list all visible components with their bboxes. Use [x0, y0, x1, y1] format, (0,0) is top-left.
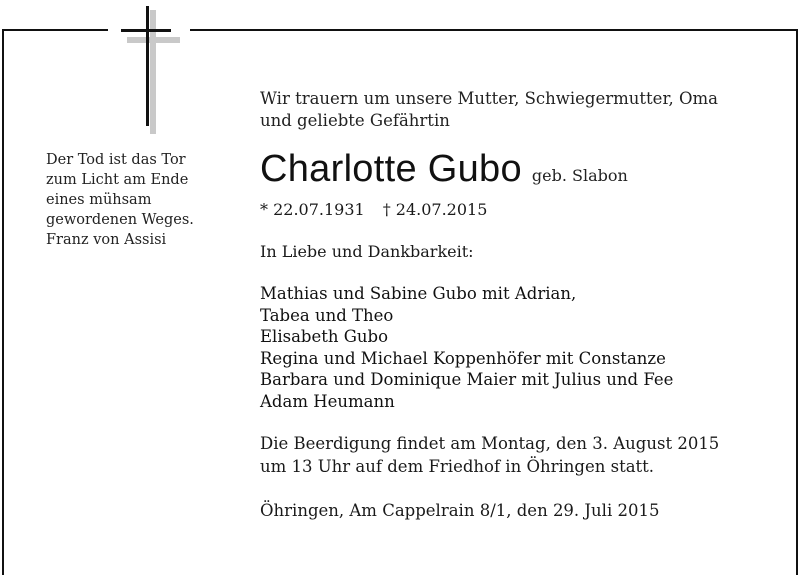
memorial-quote: [46, 150, 246, 250]
gratitude-line: In Liebe und Dankbarkeit:: [260, 242, 474, 261]
mourner-line: Mathias und Sabine Gubo mit Adrian,: [260, 284, 577, 303]
mourner-line: Tabea und Theo: [260, 305, 394, 325]
quote-line: eines mühsam: [46, 192, 152, 208]
quote-author: Franz von Assisi: [46, 232, 167, 248]
deceased-name: Charlotte Gubo: [260, 148, 522, 190]
cross-horizontal: [121, 29, 171, 32]
mourners-list: [260, 283, 780, 412]
funeral-line: Die Beerdigung findet am Montag, den 3. August 2015: [260, 434, 720, 453]
intro-line: Wir trauern um unsere Mutter, Schwiegermutter, Oma: [260, 89, 719, 108]
deceased-heading: [260, 148, 780, 197]
death-date: † 24.07.2015: [382, 200, 488, 219]
maiden-name: geb. Slabon: [531, 166, 628, 185]
funeral-line: um 13 Uhr auf dem Friedhof in Öhringen statt.: [260, 457, 655, 476]
intro-text: [260, 88, 780, 132]
cross-shadow-horizontal: [127, 37, 180, 43]
mourner-line: Regina und Michael Koppenhöfer mit Constanze: [260, 348, 666, 368]
quote-line: Der Tod ist das Tor: [46, 152, 186, 168]
intro-line: und geliebte Gefährtin: [260, 111, 450, 130]
mourner-line: Adam Heumann: [260, 391, 395, 411]
birth-date: * 22.07.1931: [260, 200, 365, 219]
cross-vertical: [146, 6, 149, 126]
notice-body: [260, 88, 780, 522]
funeral-info: [260, 432, 780, 478]
life-dates: [260, 199, 780, 221]
mourner-line: Elisabeth Gubo: [260, 327, 389, 346]
quote-line: gewordenen Weges.: [46, 212, 194, 228]
place-and-date: Öhringen, Am Cappelrain 8/1, den 29. Juli 2015: [260, 501, 660, 520]
quote-line: zum Licht am Ende: [46, 172, 189, 188]
mourner-line: Barbara und Dominique Maier mit Julius und Fee: [260, 370, 674, 389]
